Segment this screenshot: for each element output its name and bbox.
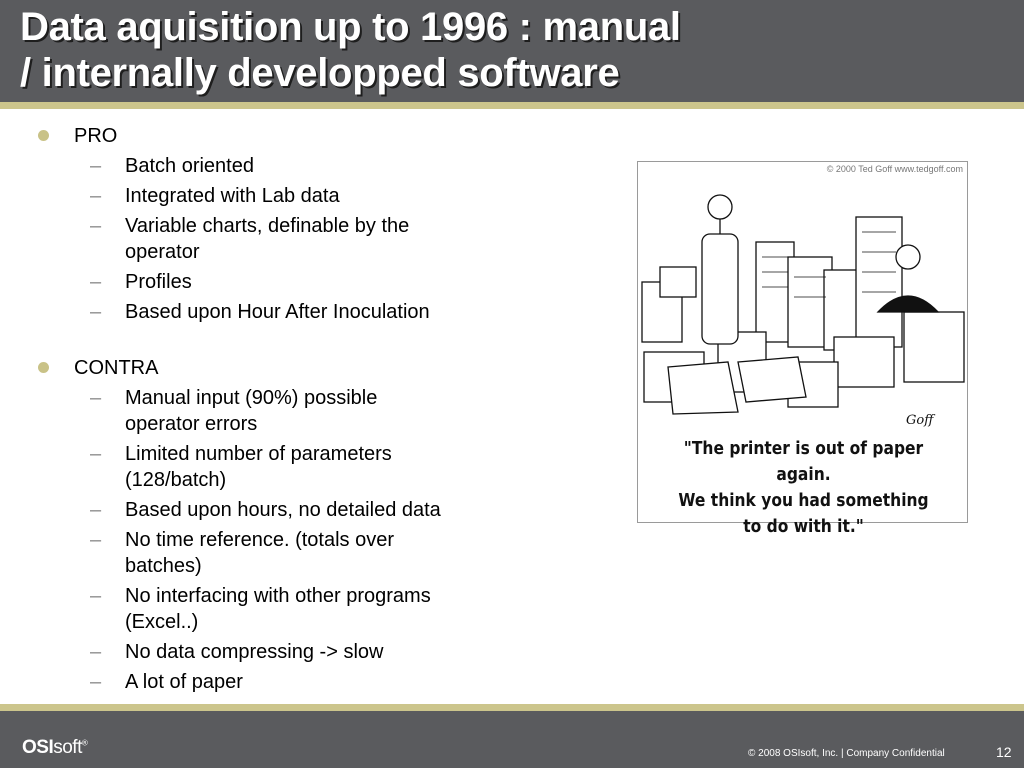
slide-title-line-1: Data aquisition up to 1996 : manual [20,5,681,49]
dash-icon: – [90,301,102,323]
bullet-dot-icon [38,362,49,373]
pro-item-charts: Variable charts, definable by the [125,215,410,237]
dash-icon: – [90,671,102,693]
dash-icon: – [90,641,102,663]
cartoon-drawing [638,162,967,432]
pro-item-profiles: Profiles [125,271,192,293]
page-number: 12 [996,744,1012,760]
dash-icon: – [90,387,102,409]
contra-item-paper: A lot of paper [125,671,243,693]
dash-icon: – [90,271,102,293]
contra-item-interfacing: No interfacing with other programs [125,585,431,607]
contra-item-time: No time reference. (totals over [125,529,394,551]
contra-item-interfacing-cont: (Excel..) [125,611,199,633]
dash-icon: – [90,215,102,237]
cartoon-caption-line-3: to do with it." [743,516,864,537]
slide-title [20,4,681,96]
pro-item-hour: Based upon Hour After Inoculation [125,301,430,323]
contra-heading: CONTRA [74,357,159,379]
dash-icon: – [90,499,102,521]
osisoft-logo [22,737,87,759]
logo-bold: OSI [22,737,54,758]
confidential-notice: © 2008 OSIsoft, Inc. | Company Confidential [748,748,945,759]
cartoon-copyright: © 2000 Ted Goff www.tedgoff.com [826,164,963,174]
cartoon-image [637,161,968,537]
cartoon-signature: Goff [906,413,934,428]
logo-registered-mark: ® [81,738,88,748]
contra-item-manual: Manual input (90%) possible [125,387,378,409]
contra-item-params: Limited number of parameters [125,443,392,465]
contra-item-manual-cont: operator errors [125,413,258,435]
pro-item-charts-cont: operator [125,241,200,263]
cartoon-caption [661,436,946,540]
header-divider [0,102,1024,109]
pro-heading: PRO [74,125,118,147]
slide-title-line-2: / internally developped software [20,51,620,95]
dash-icon: – [90,585,102,607]
dash-icon: – [90,529,102,551]
pro-item-lab: Integrated with Lab data [125,185,340,207]
footer [0,711,1024,768]
dash-icon: – [90,185,102,207]
cartoon-caption-line-1: "The printer is out of paper again. [683,438,924,485]
contra-item-params-cont: (128/batch) [125,469,227,491]
bullet-dot-icon [38,130,49,141]
footer-divider [0,704,1024,711]
cartoon-caption-line-2: We think you had something [678,490,929,511]
logo-light: soft [53,737,82,758]
title-bar [0,0,1024,102]
pro-item-batch: Batch oriented [125,155,254,177]
dash-icon: – [90,443,102,465]
contra-item-compress: No data compressing -> slow [125,641,384,663]
contra-item-time-cont: batches) [125,555,202,577]
dash-icon: – [90,155,102,177]
contra-item-hours: Based upon hours, no detailed data [125,499,441,521]
